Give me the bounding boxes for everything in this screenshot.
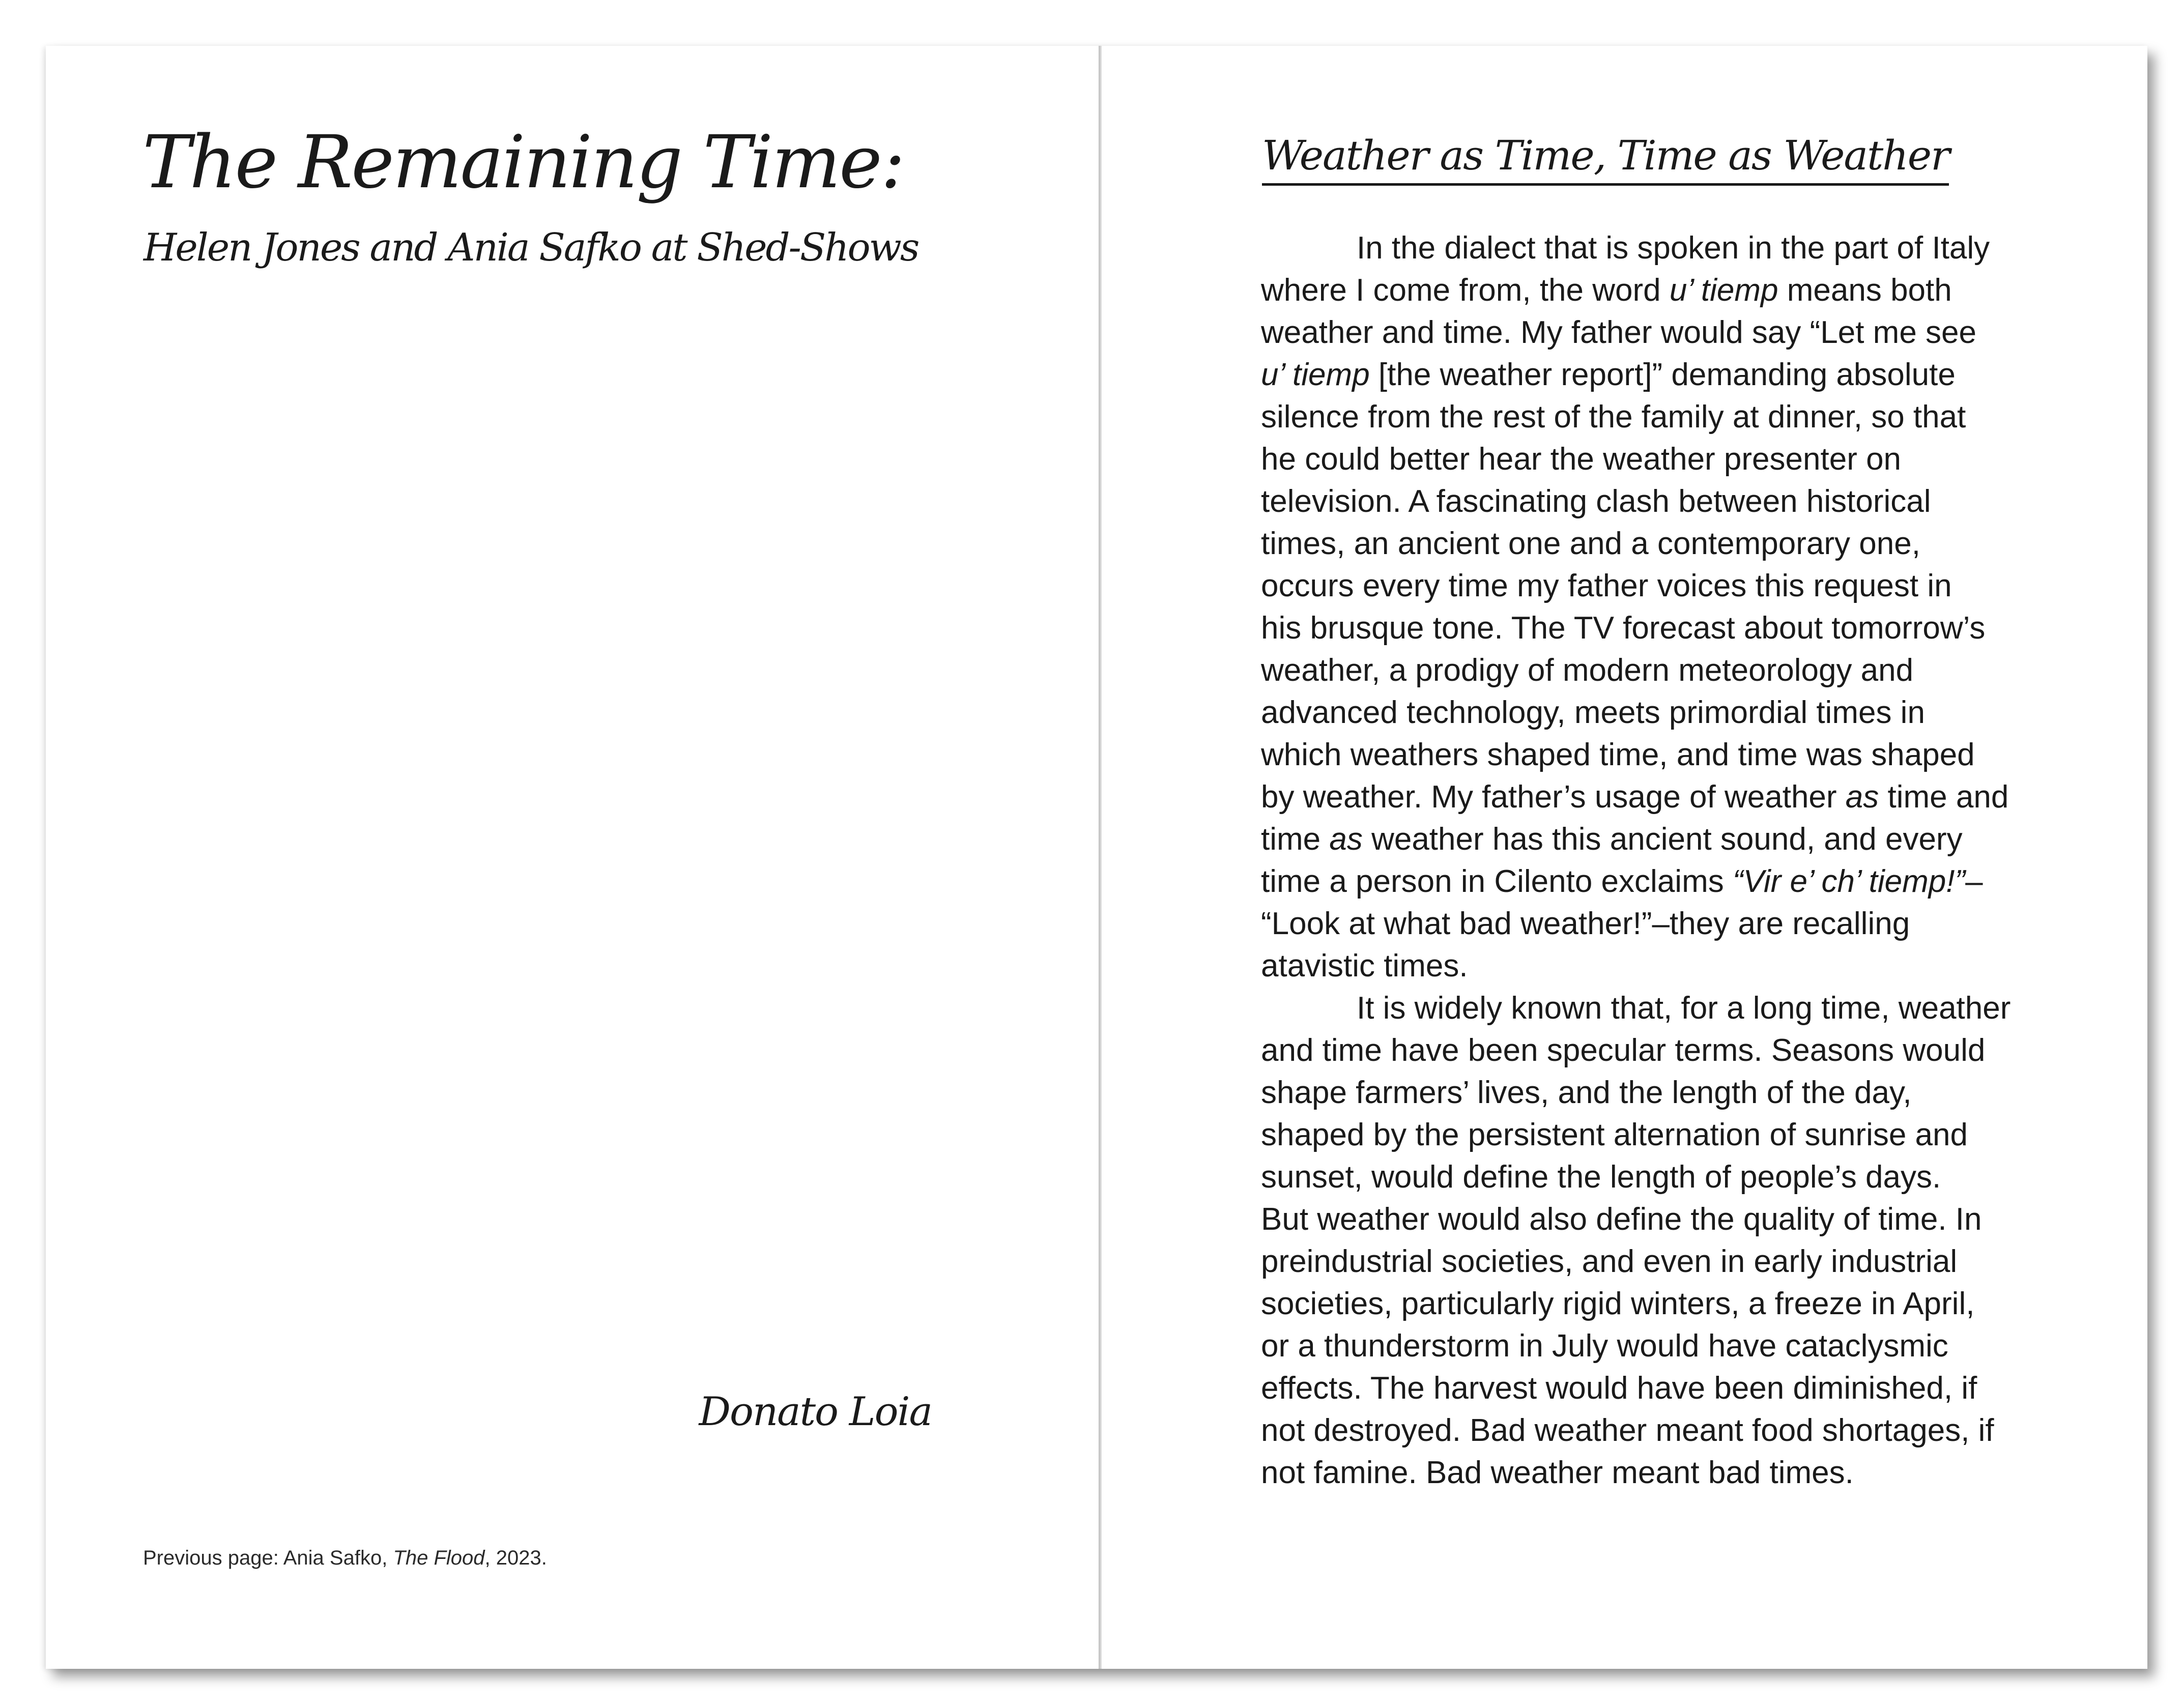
body-line bbox=[1261, 311, 2106, 354]
body-line bbox=[1261, 691, 2106, 734]
body-line bbox=[1261, 1283, 2106, 1325]
body-text-run: shape farmers’ lives, and the length of the day, bbox=[1261, 1075, 1912, 1110]
body-line bbox=[1261, 987, 2106, 1029]
body-text-run: [the weather report]” demanding absolute bbox=[1369, 357, 1956, 392]
body-text-run: effects. The harvest would have been diminished, if bbox=[1261, 1371, 1977, 1406]
caption-work-title: The Flood bbox=[393, 1547, 485, 1569]
body-text-run: – bbox=[1965, 864, 1983, 899]
body-text-run: television. A fascinating clash between historical bbox=[1261, 484, 1931, 519]
body-text-run: and time have been specular terms. Seasons would bbox=[1261, 1033, 1986, 1068]
body-line bbox=[1261, 480, 2106, 523]
body-text-run: But weather would also define the quality of time. In bbox=[1261, 1202, 1982, 1237]
body-line bbox=[1261, 1452, 2106, 1494]
body-line bbox=[1261, 1367, 2106, 1409]
body-text-run: time a person in Cilento exclaims bbox=[1261, 864, 1733, 899]
body-text-run: In the dialect that is spoken in the part of Italy bbox=[1357, 230, 1990, 266]
body-text-run: societies, particularly rigid winters, a freeze in April, bbox=[1261, 1286, 1975, 1321]
body-text-run: silence from the rest of the family at dinner, so that bbox=[1261, 399, 1966, 435]
essay-body bbox=[1261, 227, 2106, 1494]
body-text-run: shaped by the persistent alternation of sunrise and bbox=[1261, 1117, 1968, 1152]
italic-text: as bbox=[1329, 822, 1363, 857]
body-text-run: not destroyed. Bad weather meant food shortages, if bbox=[1261, 1413, 1994, 1448]
body-line bbox=[1261, 734, 2106, 776]
body-text-run: by weather. My father’s usage of weather bbox=[1261, 779, 1846, 815]
italic-text: u’ tiemp bbox=[1669, 273, 1778, 308]
body-line bbox=[1261, 818, 2106, 860]
caption-suffix: , 2023. bbox=[484, 1547, 547, 1569]
italic-text: u’ tiemp bbox=[1261, 357, 1370, 392]
right-page bbox=[1102, 46, 2147, 1669]
italic-text: as bbox=[1845, 779, 1879, 815]
body-line bbox=[1261, 565, 2106, 607]
body-line bbox=[1261, 1114, 2106, 1156]
body-text-run: where I come from, the word bbox=[1261, 273, 1670, 308]
body-text-run: weather, a prodigy of modern meteorology and bbox=[1261, 653, 1914, 688]
body-text-run: atavistic times. bbox=[1261, 948, 1468, 983]
left-page bbox=[46, 46, 1099, 1669]
body-line bbox=[1261, 438, 2106, 480]
body-line bbox=[1261, 396, 2106, 438]
body-text-run: which weathers shaped time, and time was shaped bbox=[1261, 737, 1975, 772]
body-line bbox=[1261, 1198, 2106, 1240]
body-line bbox=[1261, 227, 2106, 269]
body-text-run: or a thunderstorm in July would have cataclysmic bbox=[1261, 1328, 1948, 1364]
caption-prefix: Previous page: Ania Safko, bbox=[143, 1547, 393, 1569]
body-line bbox=[1261, 945, 2106, 987]
body-text-run: times, an ancient one and a contemporary one, bbox=[1261, 526, 1920, 561]
body-text-run: time bbox=[1261, 822, 1330, 857]
body-text-run: means both bbox=[1778, 273, 1952, 308]
body-line bbox=[1261, 1325, 2106, 1367]
body-text-run: advanced technology, meets primordial times in bbox=[1261, 695, 1925, 730]
body-line bbox=[1261, 776, 2106, 818]
body-text-run: It is widely known that, for a long time, weather bbox=[1357, 991, 2011, 1026]
body-line bbox=[1261, 1072, 2106, 1114]
body-text-run: weather has this ancient sound, and every bbox=[1362, 822, 1963, 857]
body-text-run: sunset, would define the length of people’s days. bbox=[1261, 1160, 1941, 1195]
body-line bbox=[1261, 1409, 2106, 1452]
image-caption bbox=[143, 1547, 547, 1570]
body-text-run: time and bbox=[1879, 779, 2009, 815]
book-spread bbox=[46, 46, 2147, 1669]
body-text-run: not famine. Bad weather meant bad times. bbox=[1261, 1455, 1854, 1490]
body-line bbox=[1261, 860, 2106, 903]
body-line bbox=[1261, 523, 2106, 565]
page-title: The Remaining Time: bbox=[142, 120, 904, 205]
body-line bbox=[1261, 607, 2106, 649]
italic-text: “Vir e’ ch’ tiemp!” bbox=[1732, 864, 1966, 899]
body-line bbox=[1261, 649, 2106, 691]
body-text-run: “Look at what bad weather!”–they are recalling bbox=[1261, 906, 1910, 941]
body-text-run: occurs every time my father voices this request in bbox=[1261, 568, 1952, 603]
body-text-run: he could better hear the weather presenter on bbox=[1261, 442, 1902, 477]
section-heading: Weather as Time, Time as Weather bbox=[1262, 132, 1949, 186]
body-line bbox=[1261, 269, 2106, 311]
body-line bbox=[1261, 1156, 2106, 1198]
body-text-run: weather and time. My father would say “Let me see bbox=[1261, 315, 1976, 350]
body-line bbox=[1261, 354, 2106, 396]
page-subtitle: Helen Jones and Ania Safko at Shed-Shows bbox=[143, 225, 918, 270]
body-line bbox=[1261, 903, 2106, 945]
body-line bbox=[1261, 1029, 2106, 1072]
body-line bbox=[1261, 1240, 2106, 1283]
body-text-run: his brusque tone. The TV forecast about tomorrow’s bbox=[1261, 611, 1986, 646]
author-name: Donato Loia bbox=[699, 1389, 932, 1435]
body-text-run: preindustrial societies, and even in early industrial bbox=[1261, 1244, 1958, 1279]
